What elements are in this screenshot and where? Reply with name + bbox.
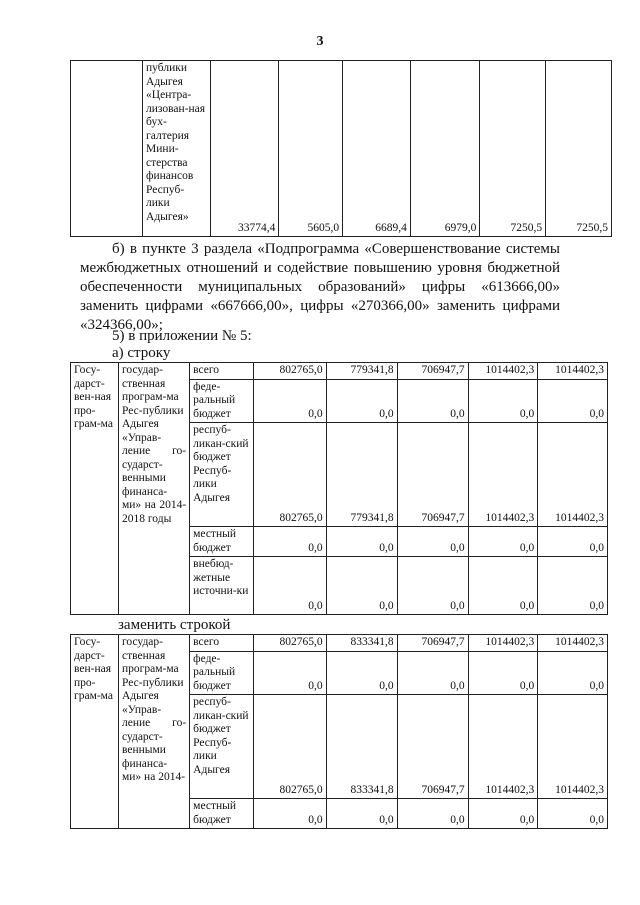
table-b-col2: государ-ственная програм-ма Рес-публики Адыгея «Управ-ление го-сударст-венными финанса-ми» на 2014- [119,635,190,829]
cell-value: 0,0 [326,651,397,695]
top-table-value: 6979,0 [410,61,480,237]
cell-value: 0,0 [397,527,468,557]
top-table-value: 7250,5 [480,61,546,237]
cell-value: 802765,0 [253,363,326,380]
replace-with-label: заменить строкой [118,617,231,633]
cell-value: 1014402,3 [538,363,608,380]
top-table-value: 7250,5 [546,61,612,237]
cell-value: 0,0 [397,557,468,615]
table-b [70,634,608,829]
cell-value: 1014402,3 [468,363,538,380]
row-label: местный бюджет [190,799,254,829]
paragraph-5: 5) в приложении № 5: [112,328,252,344]
cell-value: 833341,8 [326,635,397,652]
paragraph-a: а) строку [112,345,171,361]
top-table-value: 6689,4 [343,61,411,237]
cell-value: 0,0 [538,799,608,829]
row-label: местный бюджет [190,527,254,557]
paragraph-b: б) в пункте 3 раздела «Подпрограмма «Совершенствование системы межбюджетных отношений и содействие повышению уровня бюджетной обеспеченности муниципальных образований» цифры «613666,00» заменить цифрами «667666,00», цифры «270366,00» заменить цифрами «324366,00»; [80,241,560,333]
cell-value: 0,0 [397,799,468,829]
cell-value: 0,0 [397,379,468,423]
cell-value: 0,0 [397,651,468,695]
top-table-value: 33774,4 [211,61,279,237]
cell-value: 0,0 [326,557,397,615]
row-label: всего [190,635,254,652]
top-table-label: публики Адыгея «Центра-лизован-ная бух-галтерия Мини-стерства финансов Респуб-лики Адыгея» [143,61,211,237]
cell-value: 0,0 [468,651,538,695]
cell-value: 833341,8 [326,695,397,799]
row-label: внебюд-жетные источни-ки [190,557,254,615]
row-label: респуб-ликан-ский бюджет Респуб-лики Адыгея [190,423,254,527]
cell-value: 0,0 [538,651,608,695]
table-a [70,362,608,615]
cell-value: 1014402,3 [468,635,538,652]
row-label: феде-ральный бюджет [190,379,254,423]
cell-value: 706947,7 [397,423,468,527]
cell-value: 706947,7 [397,695,468,799]
cell-value: 706947,7 [397,635,468,652]
row-label: феде-ральный бюджет [190,651,254,695]
cell-value: 0,0 [538,379,608,423]
row-label: респуб-ликан-ский бюджет Респуб-лики Адыгея [190,695,254,799]
cell-value: 1014402,3 [538,635,608,652]
cell-value: 706947,7 [397,363,468,380]
cell-value: 0,0 [468,799,538,829]
cell-value: 0,0 [538,527,608,557]
cell-value: 0,0 [253,557,326,615]
cell-value: 0,0 [253,527,326,557]
cell-value: 0,0 [468,527,538,557]
cell-value: 1014402,3 [538,423,608,527]
cell-value: 0,0 [326,379,397,423]
top-table [70,60,612,237]
cell-value: 0,0 [326,527,397,557]
cell-value: 0,0 [538,557,608,615]
cell-value: 802765,0 [253,695,326,799]
row-label: всего [190,363,254,380]
cell-value: 1014402,3 [538,695,608,799]
table-a-col2: государ-ственная програм-ма Рес-публики Адыгея «Управ-ление го-сударст-венными финанса-ми» на 2014-2018 годы [119,363,190,615]
page-number: 3 [316,34,324,49]
cell-value: 1014402,3 [468,695,538,799]
cell-value: 0,0 [468,557,538,615]
cell-value: 779341,8 [326,363,397,380]
cell-value: 0,0 [326,799,397,829]
cell-value: 779341,8 [326,423,397,527]
top-table-value: 5605,0 [279,61,343,237]
cell-value: 802765,0 [253,423,326,527]
cell-value: 0,0 [468,379,538,423]
cell-value: 0,0 [253,379,326,423]
cell-value: 802765,0 [253,635,326,652]
cell-value: 0,0 [253,651,326,695]
table-a-col1: Госу-дарст-вен-ная про-грам-ма [71,363,119,615]
table-b-col1: Госу-дарст-вен-ная про-грам-ма [71,635,119,829]
cell-value: 0,0 [253,799,326,829]
cell-value: 1014402,3 [468,423,538,527]
